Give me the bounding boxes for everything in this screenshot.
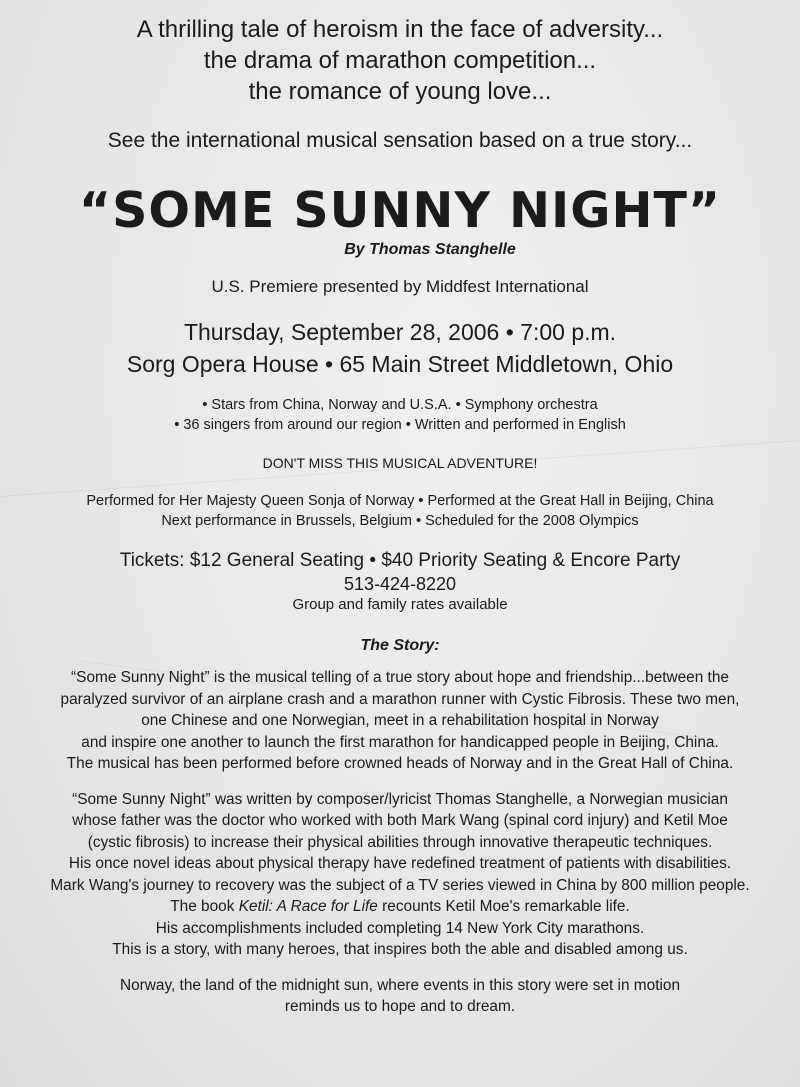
performance-line: Next performance in Brussels, Belgium • Scheduled for the 2008 Olympics bbox=[161, 513, 639, 529]
tagline bbox=[0, 14, 800, 107]
performances bbox=[0, 491, 800, 531]
story-line: The musical has been performed before crowned heads of Norway and in the Great Hall of China. bbox=[66, 755, 734, 772]
story-line: paralyzed survivor of an airplane crash and a marathon runner with Cystic Fibrosis. These two men, bbox=[60, 690, 740, 708]
story-line: whose father was the doctor who worked with both Mark Wang (spinal cord injury) and Ketil Moe bbox=[72, 812, 728, 829]
story-line: one Chinese and one Norwegian, meet in a rehabilitation hospital in Norway bbox=[141, 712, 659, 729]
story-line: and inspire one another to launch the first marathon for handicapped people in Beijing, China. bbox=[81, 733, 719, 751]
story-line: Mark Wang's journey to recovery was the subject of a TV series viewed in China by 800 million people. bbox=[50, 876, 750, 894]
book-line bbox=[0, 896, 800, 918]
highlight-line: • Stars from China, Norway and U.S.A. • Symphony orchestra bbox=[202, 397, 598, 413]
venue-line: Sorg Opera House • 65 Main Street Middletown, Ohio bbox=[126, 351, 674, 377]
premiere-line: U.S. Premiere presented by Middfest International bbox=[211, 277, 589, 296]
book-line-after: recounts Ketil Moe's remarkable life. bbox=[377, 898, 630, 915]
phone-number: 513-424-8220 bbox=[343, 574, 457, 594]
story-line: This is a story, with many heroes, that inspires both the able and disabled among us. bbox=[112, 941, 688, 958]
rates-note: Group and family rates available bbox=[292, 596, 508, 613]
tagline-line: A thrilling tale of heroism in the face of adversity... bbox=[136, 16, 664, 43]
closing-paragraph bbox=[0, 975, 800, 1018]
book-line-before: The book bbox=[170, 898, 239, 915]
story-paragraph-1 bbox=[0, 667, 800, 775]
story-line: (cystic fibrosis) to increase their physical abilities through innovative therapeutic techniques. bbox=[87, 833, 713, 851]
date-time-line: Thursday, September 28, 2006 • 7:00 p.m. bbox=[183, 319, 617, 345]
book-title: Ketil: A Race for Life bbox=[238, 898, 378, 915]
dont-miss-banner: DON'T MISS THIS MUSICAL ADVENTURE! bbox=[262, 455, 538, 471]
byline: By Thomas Stanghelle bbox=[344, 241, 516, 258]
performance-line: Performed for Her Majesty Queen Sonja of Norway • Performed at the Great Hall in Beijing, China bbox=[86, 493, 714, 509]
tickets-line: Tickets: $12 General Seating • $40 Priority Seating & Encore Party bbox=[119, 550, 681, 571]
highlights bbox=[0, 395, 800, 435]
tagline-line: the romance of young love... bbox=[248, 78, 552, 105]
story-line: His once novel ideas about physical therapy have redefined treatment of patients with disabilities. bbox=[68, 855, 732, 872]
closing-line: reminds us to hope and to dream. bbox=[284, 998, 516, 1015]
see-line: See the international musical sensation based on a true story... bbox=[107, 129, 693, 152]
closing-line: Norway, the land of the midnight sun, where events in this story were set in motion bbox=[119, 976, 681, 994]
tagline-line: the drama of marathon competition... bbox=[203, 47, 597, 74]
story-line: “Some Sunny Night” is the musical telling of a true story about hope and friendship...between the bbox=[71, 669, 729, 686]
story-line: His accomplishments included completing 14 New York City marathons. bbox=[155, 919, 645, 937]
story-line: “Some Sunny Night” was written by composer/lyricist Thomas Stanghelle, a Norwegian musician bbox=[72, 790, 728, 808]
story-heading: The Story: bbox=[360, 637, 440, 654]
show-title: “SOME SUNNY NIGHT” bbox=[78, 182, 722, 239]
highlight-line: • 36 singers from around our region • Written and performed in English bbox=[174, 417, 626, 433]
story-paragraph-2 bbox=[0, 789, 800, 961]
